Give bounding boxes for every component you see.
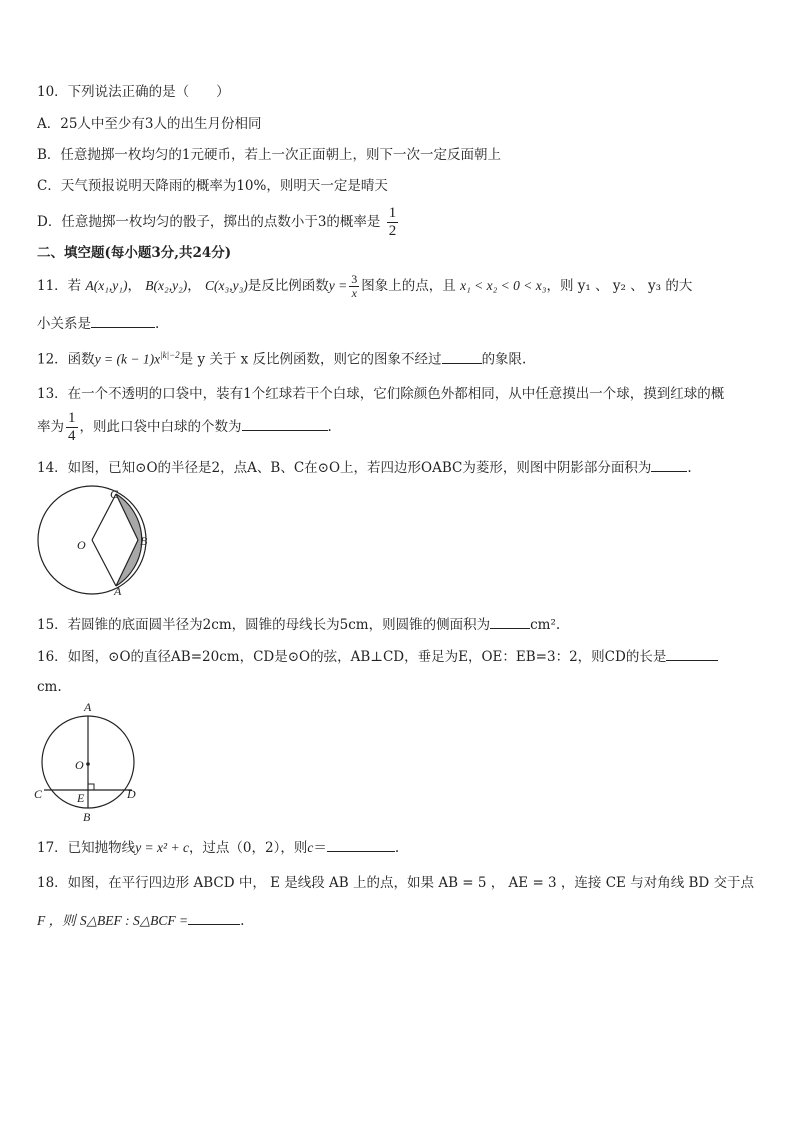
- q18-answer-blank: [188, 910, 240, 925]
- q11-mid: 是反比例函数: [247, 278, 329, 294]
- q13-answer-blank: [242, 416, 328, 431]
- q17-answer-blank: [327, 837, 395, 852]
- q15-answer-blank: [490, 614, 530, 629]
- q18-line1: 18．如图，在平行四边形 ABCD 中， E 是线段 AB 上的点，如果 AB = 5 ， AE = 3 ，连接 CE 与对角线 BD 交于点: [37, 875, 755, 891]
- q10-option-b: B．任意抛掷一枚均匀的1元硬币，若上一次正面朝上，则下一次一定反面朝上: [37, 147, 502, 163]
- fraction-numerator: 1: [388, 205, 397, 221]
- q17-variable: c: [307, 840, 314, 855]
- q13-mid2: ，则此口袋中白球的个数为: [79, 419, 242, 435]
- q16-text: 16．如图，⊙O的直径AB=20cm，CD是⊙O的弦，AB⊥CD，垂足为E，OE：EB=3：2，则CD的长是: [37, 649, 667, 665]
- label-d: D: [127, 787, 136, 801]
- q15-line: [37, 614, 560, 634]
- q10-option-c: C．天气预报说明天降雨的概率为10%，则明天一定是晴天: [37, 178, 388, 194]
- label-o: O: [77, 538, 86, 552]
- q16-line2: cm.: [37, 679, 62, 695]
- fraction-denominator: 4: [68, 428, 76, 444]
- fraction-numerator: 1: [68, 410, 76, 426]
- q10-option-d-fraction: [387, 205, 399, 240]
- q18-end: .: [240, 913, 245, 929]
- q15-text: 15．若圆锥的底面圆半径为2cm，圆锥的母线长为5cm，则圆锥的侧面积为: [37, 617, 491, 633]
- q11-line2: [37, 313, 159, 333]
- q17-lead: 17．已知抛物线: [37, 840, 136, 856]
- q17-end: .: [394, 840, 400, 856]
- q11-point-b: B(x₂,y₂): [145, 278, 188, 293]
- q17-mid: ，过点（0，2），则: [188, 840, 308, 856]
- label-c: C: [34, 787, 43, 801]
- q17-line: [37, 837, 399, 857]
- label-b: B: [83, 810, 91, 824]
- fraction-numerator: 3: [351, 272, 358, 286]
- q16-circle-figure: [32, 700, 150, 824]
- q13-lead2: 率为: [37, 419, 64, 435]
- label-a: A: [84, 700, 92, 714]
- q17-expression: y = x² + c: [135, 840, 189, 855]
- fraction-denominator: 2: [388, 223, 397, 239]
- q15-unit: cm².: [530, 617, 561, 633]
- q12-line: [37, 346, 526, 369]
- q11-line1: 11．若 A(x₁,y₁)， B(x₂,y₂)， C(x₃,y₃)是反比例函数y = $\frac{3}{x}$ 图象上的点，且 x₁ < x₂ < 0 < x₃，则 y₁ 、 y₂ 、 y₃ 的大: [37, 272, 693, 300]
- label-a: A: [114, 584, 122, 596]
- q11-line2-text: 小关系是: [37, 316, 91, 332]
- q16-line1: [37, 646, 718, 666]
- q14-circle-figure: [30, 484, 160, 596]
- q16-answer-blank: [666, 646, 718, 661]
- q18-ratio: S△BEF : S△BCF =: [79, 913, 189, 928]
- label-e: E: [77, 791, 85, 805]
- section-title: 二、填空题(每小题3分,共24分): [37, 245, 232, 261]
- q11-function: y =: [328, 278, 348, 293]
- q13-line2: [37, 408, 332, 446]
- q12-end: 的象限.: [481, 351, 527, 368]
- q11-point-a: A(x₁,y₁): [85, 278, 128, 293]
- q12-answer-blank: [442, 349, 482, 364]
- q18-line2: [37, 910, 244, 930]
- label-c: C: [110, 487, 119, 501]
- q14-text: 14．如图，已知⊙O的半径是2，点A、B、C在⊙O上，若四边形OABC为菱形，则图中阴影部分面积为: [37, 460, 652, 476]
- q11-tail: ，则 y₁ 、 y₂ 、 y₃ 的大: [546, 278, 693, 294]
- q14-answer-blank: [651, 457, 687, 472]
- q11-end: .: [155, 316, 160, 332]
- q10-option-a: A．25人中至少有3人的出生月份相同: [37, 116, 262, 132]
- q11-inequality: x₁ < x₂ < 0 < x₃: [460, 278, 547, 293]
- label-b: B: [140, 534, 148, 548]
- q11-mid2: 图象上的点，且: [361, 278, 456, 294]
- q10-option-d: [37, 204, 400, 240]
- q11-lead: 11．若: [37, 278, 82, 294]
- q12-mid: 是 y 关于 x 反比例函数，则它的图象不经过: [179, 351, 442, 368]
- q10-option-d-text: D．任意抛掷一枚均匀的骰子，掷出的点数小于3的概率是: [37, 214, 381, 230]
- q14-line: [37, 457, 692, 477]
- q12-lead: 12．函数: [37, 351, 95, 368]
- q12-expression: y = (k − 1)x: [94, 351, 161, 367]
- q11-answer-blank: [91, 313, 155, 328]
- fraction-denominator: x: [351, 286, 357, 300]
- q11-point-c: C(x₃,y₃): [205, 278, 248, 293]
- q13-line1: 13．在一个不透明的口袋中，装有1个红球若干个白球，它们除颜色外都相同，从中任意摸出一个球，摸到红球的概: [37, 386, 725, 402]
- label-o: O: [75, 758, 84, 772]
- q14-end: .: [687, 460, 692, 476]
- q13-fraction: [66, 410, 78, 445]
- q10-stem: 10．下列说法正确的是（ ）: [37, 84, 230, 100]
- q17-equals: ＝: [313, 840, 327, 856]
- q12-exponent: |k|−2: [160, 350, 180, 360]
- q18-lead2: F ，则: [37, 913, 76, 928]
- q13-end: .: [327, 419, 332, 435]
- q11-fraction: [349, 273, 359, 300]
